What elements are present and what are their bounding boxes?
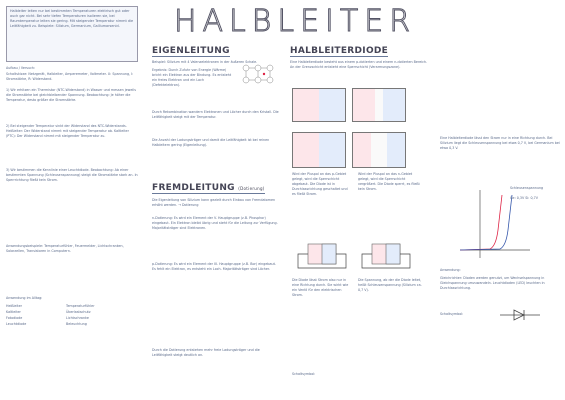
diode-heading: HALBLEITERDIODE: [290, 46, 389, 56]
setup-text: Schaltskizze: Netzgerät, Halbleiter, Amperemeter, Voltmeter. U: Spannung, I: Stromstärke, R: Widerstand.: [6, 72, 134, 81]
pn-junction-diagram-2: [352, 88, 406, 122]
diode-p1: Eine Halbleiterdiode besteht aus einem p-dotierten und einem n-dotierten Bereich. An der Grenzschicht entsteht eine Sperrschicht (Verarmungszone).: [290, 60, 428, 69]
fremd-p2: n-Dotierung: Es wird ein Element der V. Hauptgruppe (z.B. Phosphor) eingebaut. Ein Elektron bleibt übrig und steht für die Leitung zur Verfügung. Majoritätsträger sind Elektronen.: [152, 216, 278, 230]
eigenleitung-heading: EIGENLEITUNG: [152, 46, 230, 56]
diode-p6: Schaltsymbol:: [292, 372, 316, 376]
application-text: Gleichrichter: Dioden werden genutzt, um Wechselspannung in Gleichspannung umzuwandeln. Leuchtdioden (LED) leuchten in Durchlassrichtung.: [440, 276, 545, 290]
intro-note: Halbleiter leiten nur bei bestimmten Temperaturen elektrisch gut oder auch gar nicht. Bei sehr tiefen Temperaturen isolieren sie, bei Raumtemperatur leiten sie gering. Mit steigender Temperatur nimmt die Leitfähigkeit zu. Beispiele: Silizium, Germanium, Galliumarsenid.: [6, 6, 138, 62]
setup-heading: Aufbau / Versuch:: [6, 66, 36, 70]
table-cell-use: Temperaturfühler: [66, 304, 95, 308]
diode-p5: Die Spannung, ab der die Diode leitet, heißt Schleusenspannung (Silizium ca. 0,7 V).: [358, 278, 422, 292]
table-cell-component: Leuchtdiode: [6, 322, 27, 326]
eigen-p2: Ergebnis: Durch Zufuhr von Energie (Wärme) bricht ein Elektron aus der Bindung. Es entsteht ein freies Elektron und ein Loch (Defektelektron).: [152, 68, 232, 87]
diode-side-note: Eine Halbleiterdiode lässt den Strom nur in eine Richtung durch. Bei Silizium liegt die Schleusenspannung bei etwa 0,7 V, bei Germanium bei etwa 0,3 V.: [440, 136, 560, 150]
diode-p4: Die Diode lässt Strom also nur in eine Richtung durch. Sie wirkt wie ein Ventil für den elektrischen Strom.: [292, 278, 349, 297]
eigen-p3: Durch Rekombination wandern Elektronen und Löcher durch den Kristall. Die Leitfähigkeit steigt mit der Temperatur.: [152, 110, 279, 119]
experiment-1-text: 1) Wir erhitzen ein Thermistor (NTC-Widerstand) in Wasser und messen jeweils die Stromstärke bei gleichbleibender Spannung. Beobachtung: Je höher die Temperatur, desto größer die Stromstärke.: [6, 88, 136, 102]
fremdleitung-heading: [152, 183, 265, 194]
pn-junction-diagram-1: [292, 88, 346, 122]
graph-values: Ge: 0,3V Si: 0,7V: [510, 196, 538, 200]
experiment-3-text: 3) Wir bestimmen die Kennlinie einer Leuchtdiode. Beobachtung: Ab einer bestimmten Spannung (Schleusenspannung) steigt die Stromstärke stark an. In Sperrrichtung fließt kein Strom.: [6, 168, 138, 182]
reverse-circuit-diagram: [358, 236, 414, 272]
table-cell-use: Beleuchtung: [66, 322, 87, 326]
diode-symbol-icon: [500, 308, 540, 322]
table-cell-component: Heißleiter: [6, 304, 23, 308]
diode-p2: Wird der Pluspol an das p-Gebiet gelegt, wird die Sperrschicht abgebaut. Die Diode ist in Durchlassrichtung geschaltet und es fließt Strom.: [292, 172, 348, 196]
table-cell-use: Lichtschranke: [66, 316, 89, 320]
pn-reverse-diagram: [352, 132, 406, 168]
fremd-p3: p-Dotierung: Es wird ein Element der III. Hauptgruppe (z.B. Bor) eingebaut. Es fehlt ein Elektron, es entsteht ein Loch. Majoritätsträger sind Löcher.: [152, 262, 276, 271]
eigen-p4: Die Anzahl der Ladungsträger und damit die Leitfähigkeit ist bei reinen Halbleitern gering (Eigenleitung).: [152, 138, 270, 147]
diode-characteristic-graph: [440, 180, 560, 260]
fremd-p1: Die Eigenleitung von Silizium kann gezielt durch Einbau von Fremdatomen erhöht werden. → Dotierung: [152, 198, 276, 207]
application-heading: Anwendung:: [440, 268, 461, 272]
symbol-label: Schaltsymbol:: [440, 312, 464, 316]
table-header: Anwendung im Alltag:: [6, 296, 43, 300]
fremd-p4: Durch die Dotierung entstehen mehr freie Ladungsträger und die Leitfähigkeit steigt deutlich an.: [152, 348, 260, 357]
applications-text: Anwendungsbeispiele: Temperaturfühler, Feuermelder, Lichtschranken, Solarzellen, Transistoren in Computern.: [6, 244, 124, 253]
table-cell-component: Fotodiode: [6, 316, 23, 320]
fremdleitung-title: FREMDLEITUNG: [152, 183, 235, 193]
silicon-lattice-diagram: [236, 60, 280, 94]
page-title: HALBLEITER: [173, 4, 417, 39]
applications-table: [6, 303, 138, 327]
table-row: [6, 321, 138, 327]
forward-circuit-diagram: [294, 236, 350, 272]
pn-forward-diagram: [292, 132, 346, 168]
table-cell-component: Kaltleiter: [6, 310, 21, 314]
table-cell-use: Überlastschutz: [66, 310, 91, 314]
fremdleitung-subtitle: (Dotierung): [238, 186, 265, 191]
eigen-p1: Beispiel: Silizium mit 4 Valenzelektronen in der äußeren Schale.: [152, 60, 258, 64]
diode-p3: Wird der Pluspol an das n-Gebiet gelegt, wird die Sperrschicht vergrößert. Die Diode sperrt, es fließt kein Strom.: [358, 172, 420, 191]
experiment-2-text: 2) Bei steigender Temperatur sinkt der Widerstand des NTC-Widerstands. Heißleiter: Der Widerstand nimmt mit steigender Temperatur ab. Kaltleiter (PTC): Der Widerstand nimmt mit steigender Temperatur zu.: [6, 124, 129, 138]
graph-label: Schleusenspannung: [510, 186, 544, 190]
